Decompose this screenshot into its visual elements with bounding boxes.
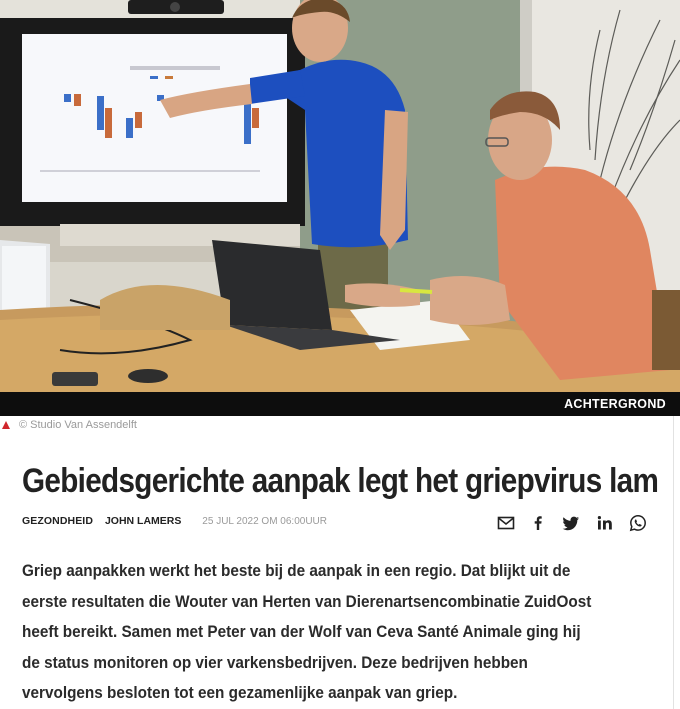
category-tag-bar xyxy=(0,392,680,416)
photo-credit xyxy=(0,418,680,434)
whatsapp-share-icon[interactable] xyxy=(628,513,648,533)
divider xyxy=(673,416,674,709)
author-link[interactable]: JOHN LAMERS xyxy=(104,515,182,527)
facebook-share-icon[interactable] xyxy=(528,513,548,533)
linkedin-share-icon[interactable] xyxy=(595,513,615,533)
twitter-share-icon[interactable] xyxy=(561,513,581,533)
photo-credit-text: © Studio Van Assendelft xyxy=(19,419,137,431)
category-link[interactable]: GEZONDHEID xyxy=(22,515,94,527)
publish-date: 25 JUL 2022 OM 06:00UUR xyxy=(202,516,327,527)
email-share-icon[interactable] xyxy=(496,513,516,533)
article-type-tag[interactable]: ACHTERGROND xyxy=(564,397,666,411)
alert-triangle-icon xyxy=(2,421,10,429)
share-bar xyxy=(0,513,680,533)
article-intro: Griep aanpakken werkt het beste bij de aanpak in een regio. Dat blijkt uit de eerste resultaten die Wouter van Herten van Dierenartsencombinatie ZuidOost heeft bereikt. Samen met Peter van der Wolf van Ceva Santé Animale ging hij de status monitoren op vier varkensbedrijven. Deze bedrijven hebben vervolgens besloten tot een gezamenlijke aanpak van griep. xyxy=(22,561,592,702)
article-headline: Gebiedsgerichte aanpak legt het griepvirus lam xyxy=(22,462,659,500)
